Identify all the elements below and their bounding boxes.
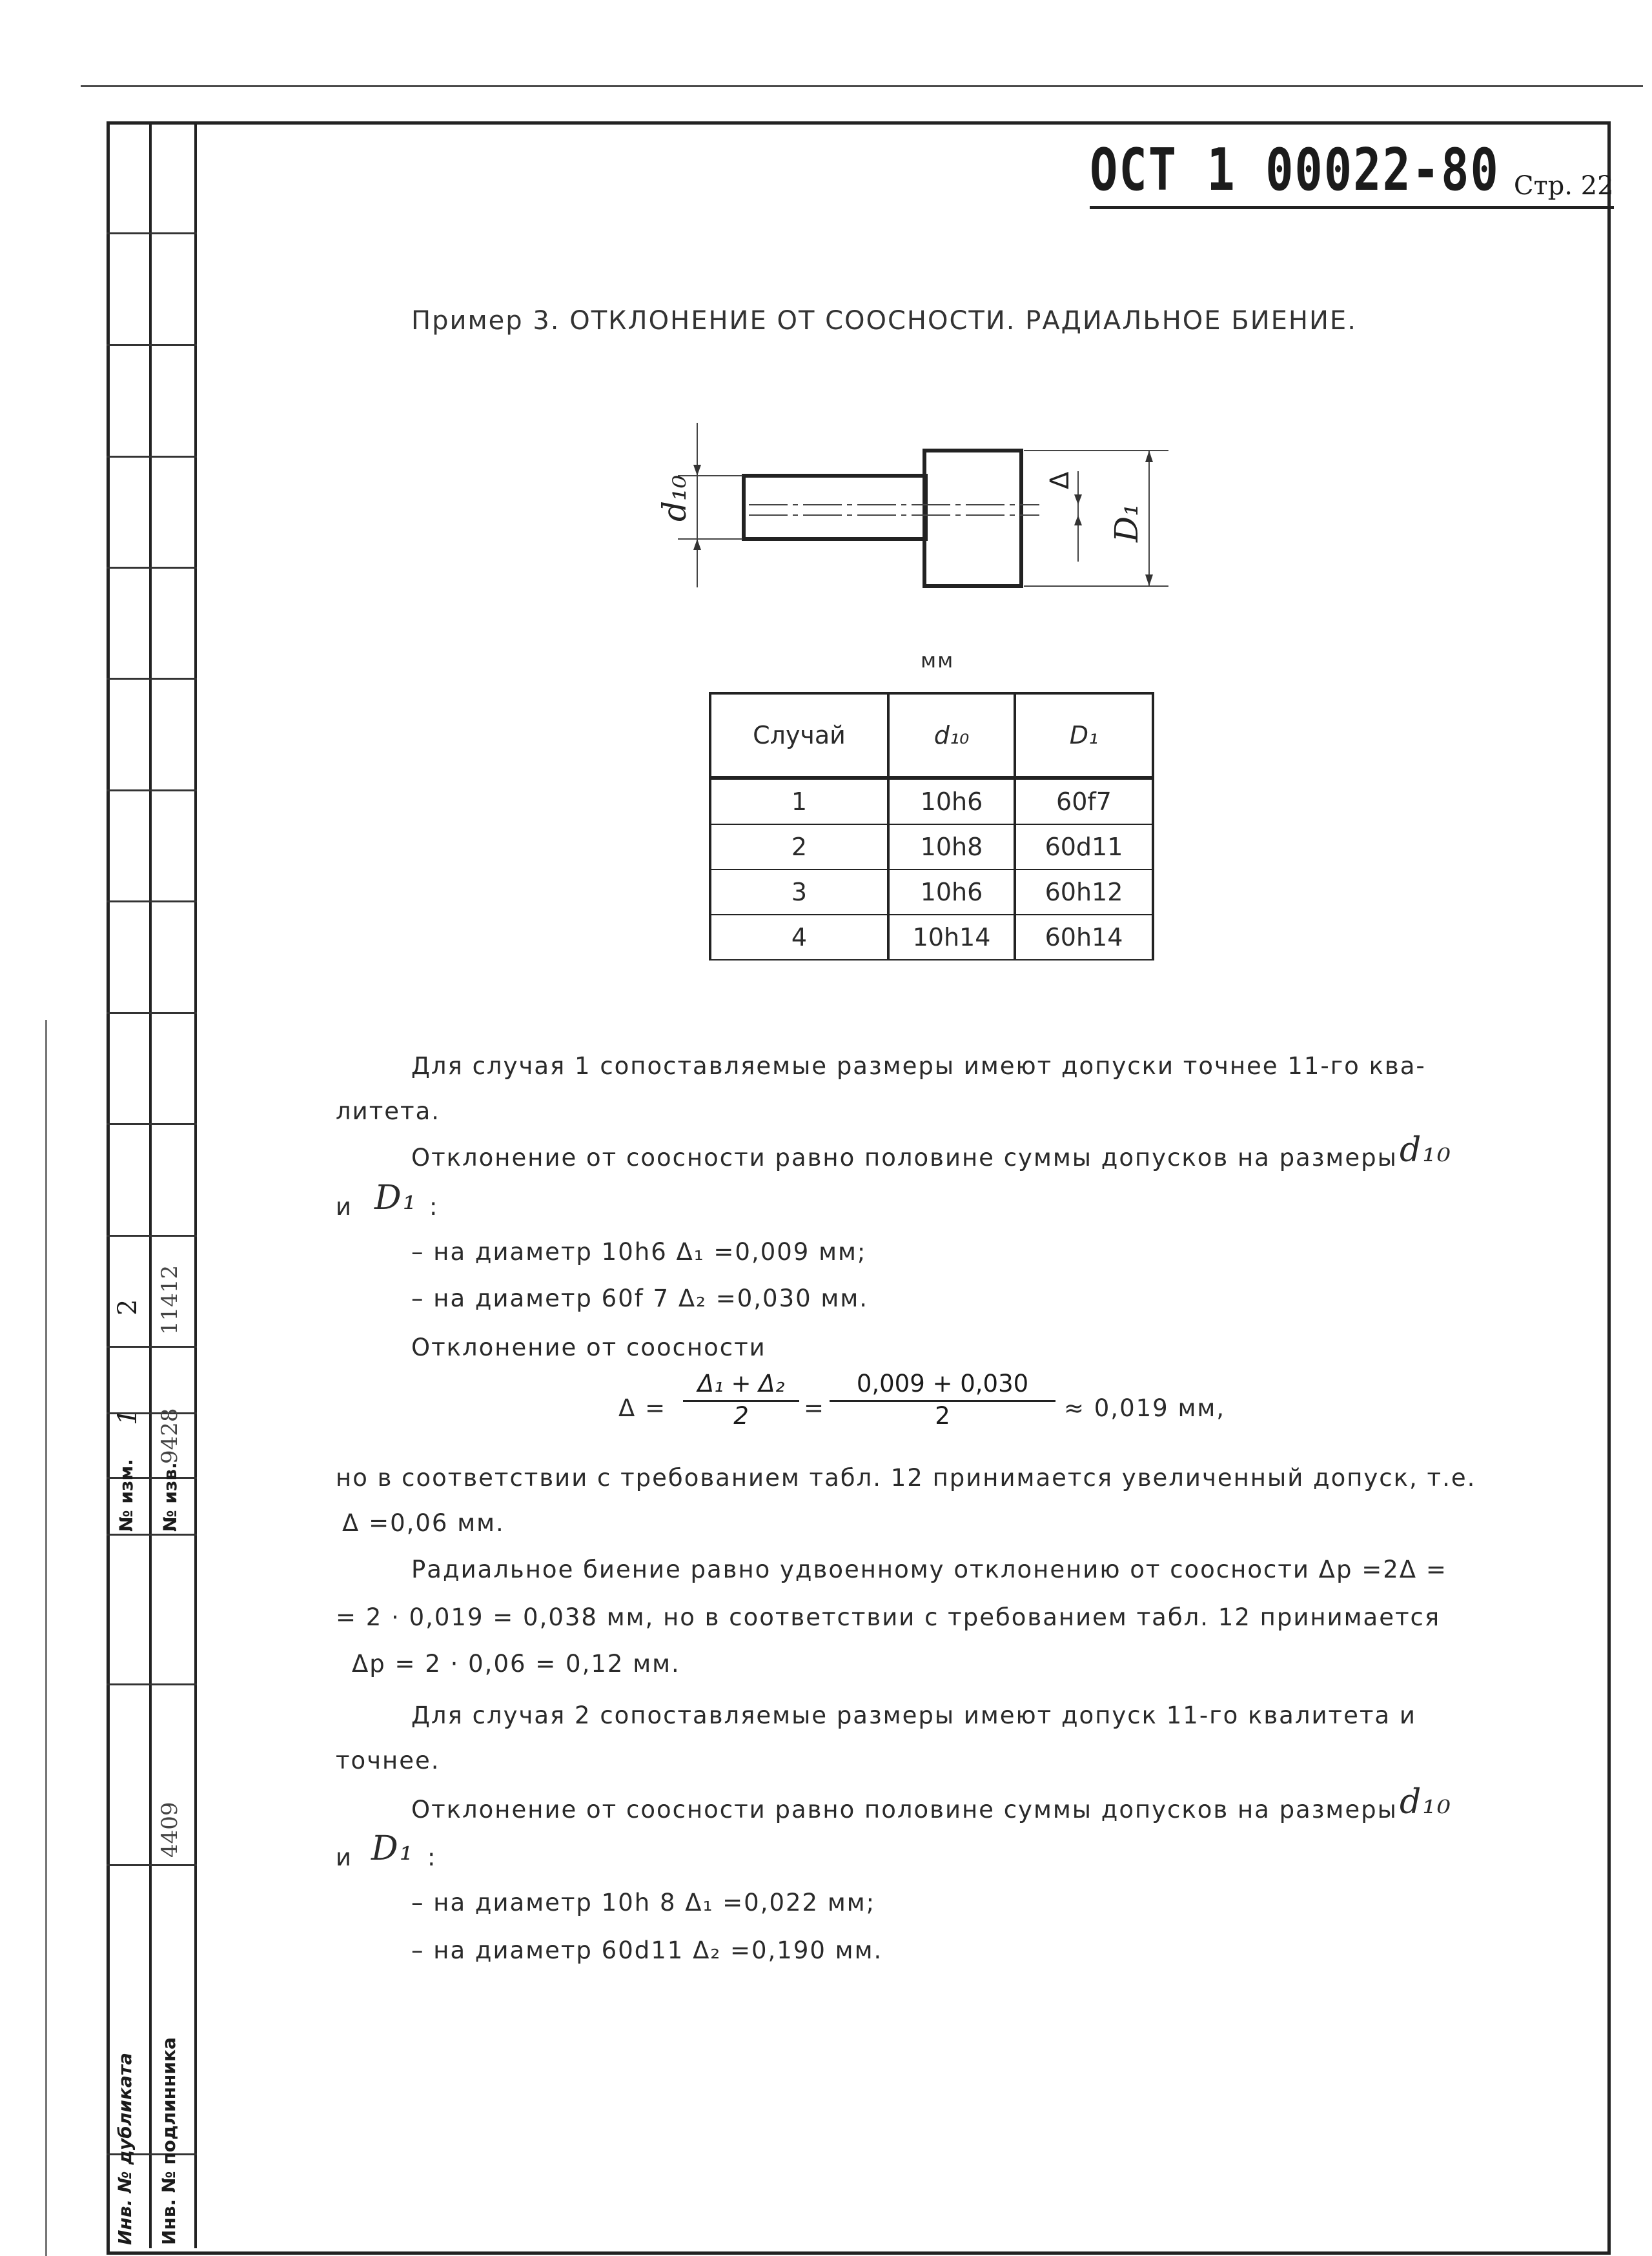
equation-rhs: ≈ 0,019 мм, bbox=[1064, 1394, 1226, 1422]
list-item-diameter-2: – на диаметр 60f 7 Δ₂ =0,030 мм. bbox=[411, 1285, 869, 1312]
label-D1: D₁ bbox=[1108, 503, 1145, 542]
paragraph-case1-intro: Для случая 1 сопоставляемые размеры имеют допуски точнее 11-го ква- bbox=[411, 1052, 1426, 1080]
document-number-11412: 11412 bbox=[157, 1265, 183, 1335]
list-item-diameter-4: – на диаметр 60d11 Δ₂ =0,190 мм. bbox=[411, 1936, 883, 1964]
table-row bbox=[710, 869, 1153, 915]
paragraph-deviation-1-suffix: : bbox=[429, 1193, 439, 1221]
shaft-small-step bbox=[744, 476, 926, 539]
cell-D1: 60h14 bbox=[1015, 915, 1153, 960]
cell-D1: 60d11 bbox=[1015, 824, 1153, 869]
table-unit: мм bbox=[921, 648, 955, 673]
table-row bbox=[710, 778, 1153, 824]
side-row-line bbox=[107, 1534, 197, 1536]
symbol-d10: d₁₀ bbox=[1400, 1131, 1452, 1170]
side-row-line bbox=[107, 678, 197, 680]
side-line bbox=[194, 121, 197, 2248]
header-case: Случай bbox=[710, 693, 888, 778]
original-inventory-number: 4409 bbox=[157, 1802, 183, 1858]
cell-d10: 10h6 bbox=[888, 869, 1015, 915]
original-inventory-label: Инв. № подлинника bbox=[158, 2037, 179, 2245]
arrow-head bbox=[693, 539, 701, 550]
change-number-2: 2 bbox=[113, 1299, 143, 1316]
fraction-numerator: Δ₁ + Δ₂ bbox=[683, 1370, 799, 1402]
side-row-line bbox=[107, 900, 197, 902]
paragraph-deviation-1-prefix: и bbox=[336, 1193, 353, 1221]
paragraph-runout-2: = 2 · 0,019 = 0,038 мм, но в соответствии с требованием табл. 12 принимается bbox=[336, 1603, 1441, 1631]
label-d10: d₁₀ bbox=[656, 474, 693, 522]
change-number-1: 1 bbox=[113, 1408, 143, 1425]
symbol-d10: d₁₀ bbox=[1400, 1783, 1452, 1822]
duplicate-inventory-label: Инв. № дубликата bbox=[114, 2053, 136, 2245]
equation-lhs: Δ = bbox=[618, 1394, 667, 1422]
cell-D1: 60h12 bbox=[1015, 869, 1153, 915]
standard-header bbox=[1090, 132, 1614, 209]
side-row-line bbox=[107, 456, 197, 458]
binding-edge bbox=[45, 1020, 47, 2256]
fraction-denominator: 2 bbox=[935, 1402, 950, 1430]
equation-fraction-symbolic bbox=[683, 1370, 799, 1430]
page-number: Стр. 22 bbox=[1513, 171, 1614, 201]
cell-case: 3 bbox=[710, 869, 888, 915]
paragraph-deviation-2-suffix: : bbox=[427, 1844, 437, 1871]
change-number-label: № изм. bbox=[116, 1459, 137, 1532]
shaft-drawing bbox=[639, 413, 1194, 607]
arrow-head bbox=[693, 465, 701, 476]
arrow-head bbox=[1074, 515, 1082, 525]
paragraph-runout-1: Радиальное биение равно удвоенному отклонению от соосности Δp =2Δ = bbox=[411, 1556, 1447, 1583]
arrow-head bbox=[1145, 451, 1153, 462]
side-row-line bbox=[107, 1864, 197, 1866]
symbol-D1: D₁ bbox=[371, 1829, 414, 1868]
table-header-row bbox=[710, 693, 1153, 778]
arrow-head bbox=[1074, 494, 1082, 505]
cell-d10: 10h14 bbox=[888, 915, 1015, 960]
cell-d10: 10h6 bbox=[888, 778, 1015, 824]
cell-case: 1 bbox=[710, 778, 888, 824]
side-row-line bbox=[107, 567, 197, 569]
list-item-diameter-3: – на диаметр 10h 8 Δ₁ =0,022 мм; bbox=[411, 1889, 876, 1916]
top-rule bbox=[81, 85, 1643, 87]
side-line bbox=[149, 121, 152, 2248]
header-D1: D₁ bbox=[1015, 693, 1153, 778]
side-row-line bbox=[107, 1346, 197, 1348]
paragraph-case2-intro-cont: точнее. bbox=[336, 1747, 440, 1774]
paragraph-case1-intro-cont: литета. bbox=[336, 1097, 440, 1125]
fraction-denominator: 2 bbox=[733, 1402, 749, 1430]
document-number-9428: 9428 bbox=[157, 1408, 183, 1464]
side-row-line bbox=[107, 789, 197, 791]
paragraph-deviation-1: Отклонение от соосности равно половине суммы допусков на размеры bbox=[411, 1144, 1398, 1172]
table-row bbox=[710, 824, 1153, 869]
paragraph-case2-intro: Для случая 2 сопоставляемые размеры имеют допуск 11-го квалитета и bbox=[411, 1702, 1416, 1729]
paragraph-table12-1: но в соответствии с требованием табл. 12 принимается увеличенный допуск, т.е. bbox=[336, 1464, 1476, 1492]
standard-code: ОСТ 1 00022-80 bbox=[1090, 136, 1500, 203]
equation-fraction-numeric bbox=[830, 1370, 1055, 1430]
side-row-line bbox=[107, 1235, 197, 1237]
example-title: Пример 3. ОТКЛОНЕНИЕ ОТ СООСНОСТИ. РАДИАЛЬНОЕ БИЕНИЕ. bbox=[411, 306, 1357, 336]
side-line bbox=[107, 121, 109, 2248]
table-row bbox=[710, 915, 1153, 960]
side-row-line bbox=[107, 1012, 197, 1014]
paragraph-deviation-2-prefix: и bbox=[336, 1844, 353, 1871]
paragraph-deviation-2: Отклонение от соосности равно половине суммы допусков на размеры bbox=[411, 1796, 1398, 1824]
document-number-label: № изв. bbox=[159, 1462, 181, 1532]
arrow-head bbox=[1145, 574, 1153, 586]
tolerance-table bbox=[709, 692, 1154, 960]
cell-d10: 10h8 bbox=[888, 824, 1015, 869]
side-row-line bbox=[107, 344, 197, 346]
cell-D1: 60f7 bbox=[1015, 778, 1153, 824]
list-item-diameter-1: – на диаметр 10h6 Δ₁ =0,009 мм; bbox=[411, 1238, 867, 1266]
cell-case: 4 bbox=[710, 915, 888, 960]
side-row-line bbox=[107, 1123, 197, 1125]
side-stamp bbox=[107, 121, 197, 2248]
paragraph-deviation-label: Отклонение от соосности bbox=[411, 1334, 766, 1361]
header-d10: d₁₀ bbox=[888, 693, 1015, 778]
paragraph-table12-1-result: Δ =0,06 мм. bbox=[342, 1509, 505, 1537]
equation-equals: = bbox=[804, 1394, 826, 1422]
fraction-numerator: 0,009 + 0,030 bbox=[830, 1370, 1055, 1402]
side-row-line bbox=[107, 232, 197, 234]
shaft-large-step bbox=[924, 451, 1021, 586]
paragraph-runout-3: Δp = 2 · 0,06 = 0,12 мм. bbox=[352, 1650, 680, 1678]
symbol-D1: D₁ bbox=[374, 1179, 418, 1217]
label-delta: Δ bbox=[1045, 471, 1075, 489]
side-row-line bbox=[107, 1683, 197, 1685]
cell-case: 2 bbox=[710, 824, 888, 869]
